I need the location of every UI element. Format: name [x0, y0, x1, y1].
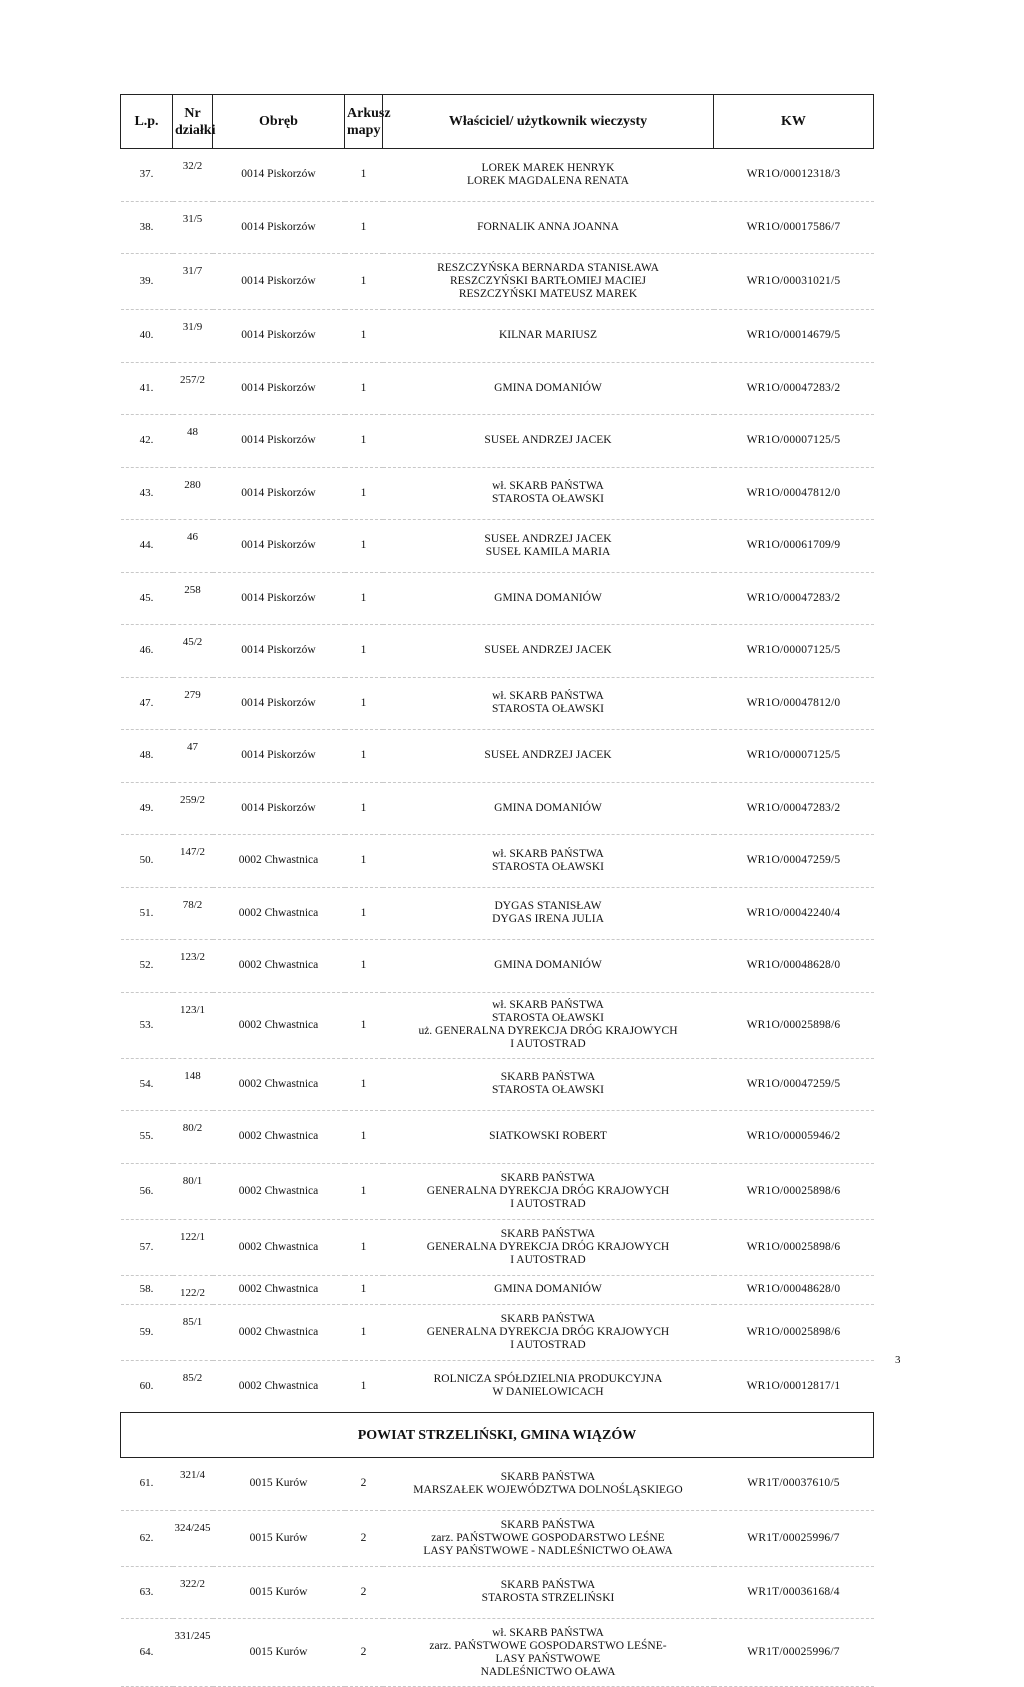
- table-row: [121, 1219, 874, 1275]
- header-lp: L.p.: [121, 95, 173, 149]
- table-row: [121, 1360, 874, 1413]
- cell-owner: ROLNICZA SPÓŁDZIELNIA PRODUKCYJNA W DANIELOWICACH: [383, 1360, 714, 1413]
- cell-kw: WR1O/00007125/5: [714, 625, 874, 678]
- cell-arkusz: 2: [345, 1619, 383, 1687]
- cell-kw: WR1O/00012318/3: [714, 149, 874, 202]
- table-row: [121, 149, 874, 202]
- cell-arkusz: 1: [345, 1219, 383, 1275]
- cell-obreb: 0014 Piskorzów: [213, 415, 345, 468]
- cell-arkusz: 1: [345, 520, 383, 573]
- cell-nr-dzialki: 45/2: [173, 625, 213, 678]
- cell-obreb: 0015 Kurów: [213, 1458, 345, 1511]
- table-row: [121, 1458, 874, 1511]
- table-row: [121, 1111, 874, 1164]
- cell-obreb: 0002 Chwastnica: [213, 1360, 345, 1413]
- cell-owner: FORNALIK ANNA JOANNA: [383, 201, 714, 254]
- cell-obreb: 0002 Chwastnica: [213, 887, 345, 940]
- cell-lp: 48.: [121, 730, 173, 783]
- cell-arkusz: 1: [345, 1163, 383, 1219]
- cell-obreb: 0002 Chwastnica: [213, 835, 345, 888]
- cell-arkusz: 1: [345, 415, 383, 468]
- cell-lp: 57.: [121, 1219, 173, 1275]
- cell-owner: GMINA DOMANIÓW: [383, 362, 714, 415]
- cell-lp: 54.: [121, 1058, 173, 1111]
- table-row: [121, 992, 874, 1058]
- cell-obreb: 0015 Kurów: [213, 1510, 345, 1566]
- table-row: [121, 254, 874, 310]
- cell-arkusz: 1: [345, 992, 383, 1058]
- cell-obreb: 0002 Chwastnica: [213, 940, 345, 993]
- table-row: [121, 677, 874, 730]
- cell-lp: 58.: [121, 1275, 173, 1304]
- cell-lp: 41.: [121, 362, 173, 415]
- table-row: [121, 782, 874, 835]
- cell-nr-dzialki: 78/2: [173, 887, 213, 940]
- cell-obreb: 0014 Piskorzów: [213, 520, 345, 573]
- cell-obreb: 0002 Chwastnica: [213, 1275, 345, 1304]
- cell-lp: 42.: [121, 415, 173, 468]
- header-owner: Właściciel/ użytkownik wieczysty: [383, 95, 714, 149]
- cell-kw: WR1O/00042240/4: [714, 887, 874, 940]
- cell-kw: WR1O/00007125/5: [714, 415, 874, 468]
- cell-nr-dzialki: 147/2: [173, 835, 213, 888]
- cell-nr-dzialki: 31/5: [173, 201, 213, 254]
- table-row: [121, 1058, 874, 1111]
- table-row: [121, 572, 874, 625]
- table-row: [121, 362, 874, 415]
- cell-owner: wł. SKARB PAŃSTWA STAROSTA OŁAWSKI: [383, 677, 714, 730]
- cell-owner: GMINA DOMANIÓW: [383, 782, 714, 835]
- cell-kw: WR1O/00047259/5: [714, 1058, 874, 1111]
- cell-obreb: 0002 Chwastnica: [213, 1304, 345, 1360]
- cell-kw: WR1O/00048628/0: [714, 940, 874, 993]
- cell-kw: WR1O/00007125/5: [714, 730, 874, 783]
- cell-nr-dzialki: 85/1: [173, 1304, 213, 1360]
- cell-kw: WR1O/00014679/5: [714, 310, 874, 363]
- cell-obreb: 0002 Chwastnica: [213, 1219, 345, 1275]
- table-row: [121, 1304, 874, 1360]
- cell-lp: 61.: [121, 1458, 173, 1511]
- cell-kw: WR1O/00047283/2: [714, 362, 874, 415]
- cell-owner: KILNAR MARIUSZ: [383, 310, 714, 363]
- cell-lp: 55.: [121, 1111, 173, 1164]
- table-row: [121, 940, 874, 993]
- cell-kw: WR1O/00061709/9: [714, 520, 874, 573]
- cell-obreb: 0002 Chwastnica: [213, 1058, 345, 1111]
- table-row: [121, 625, 874, 678]
- cell-obreb: 0014 Piskorzów: [213, 782, 345, 835]
- cell-owner: GMINA DOMANIÓW: [383, 572, 714, 625]
- cell-arkusz: 1: [345, 730, 383, 783]
- cell-owner: SKARB PAŃSTWA GENERALNA DYREKCJA DRÓG KRAJOWYCH I AUTOSTRAD: [383, 1304, 714, 1360]
- cell-nr-dzialki: 258: [173, 572, 213, 625]
- cell-arkusz: 1: [345, 1275, 383, 1304]
- cell-arkusz: 1: [345, 201, 383, 254]
- cell-obreb: 0014 Piskorzów: [213, 730, 345, 783]
- table-row: [121, 730, 874, 783]
- cell-lp: 59.: [121, 1304, 173, 1360]
- cell-kw: WR1T/00037610/5: [714, 1458, 874, 1511]
- cell-arkusz: 2: [345, 1510, 383, 1566]
- cell-nr-dzialki: 47: [173, 730, 213, 783]
- cell-owner: RESZCZYŃSKA BERNARDA STANISŁAWA RESZCZYŃSKI BARTŁOMIEJ MACIEJ RESZCZYŃSKI MATEUSZ MAREK: [383, 254, 714, 310]
- cell-nr-dzialki: 46: [173, 520, 213, 573]
- cell-kw: WR1O/00012817/1: [714, 1360, 874, 1413]
- cell-nr-dzialki: 32/2: [173, 149, 213, 202]
- cell-kw: WR1O/00025898/6: [714, 1163, 874, 1219]
- cell-lp: 39.: [121, 254, 173, 310]
- cell-nr-dzialki: 80/1: [173, 1163, 213, 1219]
- cell-owner: wł. SKARB PAŃSTWA zarz. PAŃSTWOWE GOSPODARSTWO LEŚNE- LASY PAŃSTWOWE NADLEŚNICTWO OŁAWA: [383, 1619, 714, 1687]
- cell-nr-dzialki: 80/2: [173, 1111, 213, 1164]
- cell-lp: 44.: [121, 520, 173, 573]
- table-row: [121, 310, 874, 363]
- cell-arkusz: 1: [345, 362, 383, 415]
- table-row: [121, 201, 874, 254]
- cell-obreb: 0014 Piskorzów: [213, 254, 345, 310]
- header-nr-dzialki: Nr działki: [173, 95, 213, 149]
- cell-kw: WR1T/00025996/7: [714, 1619, 874, 1687]
- cell-kw: WR1O/00047283/2: [714, 572, 874, 625]
- cell-owner: SIATKOWSKI ROBERT: [383, 1111, 714, 1164]
- cell-kw: WR1O/00031021/5: [714, 254, 874, 310]
- header-obreb: Obręb: [213, 95, 345, 149]
- cell-kw: WR1O/00047259/5: [714, 835, 874, 888]
- cell-owner: SUSEŁ ANDRZEJ JACEK: [383, 625, 714, 678]
- cell-kw: WR1O/00047812/0: [714, 467, 874, 520]
- cell-lp: 46.: [121, 625, 173, 678]
- cell-nr-dzialki: 85/2: [173, 1360, 213, 1413]
- cell-kw: WR1O/00017586/7: [714, 201, 874, 254]
- cell-kw: WR1O/00025898/6: [714, 1304, 874, 1360]
- cell-owner: wł. SKARB PAŃSTWA STAROSTA OŁAWSKI uż. GENERALNA DYREKCJA DRÓG KRAJOWYCH I AUTOSTRAD: [383, 992, 714, 1058]
- cell-arkusz: 1: [345, 677, 383, 730]
- cell-owner: wł. SKARB PAŃSTWA STAROSTA OŁAWSKI: [383, 835, 714, 888]
- cell-lp: 64.: [121, 1619, 173, 1687]
- cell-arkusz: 1: [345, 572, 383, 625]
- cell-lp: 43.: [121, 467, 173, 520]
- cell-nr-dzialki: 321/4: [173, 1458, 213, 1511]
- cell-owner: wł. SKARB PAŃSTWA STAROSTA OŁAWSKI: [383, 467, 714, 520]
- cell-obreb: 0014 Piskorzów: [213, 572, 345, 625]
- cell-nr-dzialki: 48: [173, 415, 213, 468]
- cell-lp: 40.: [121, 310, 173, 363]
- cell-nr-dzialki: 279: [173, 677, 213, 730]
- cell-kw: WR1T/00036168/4: [714, 1566, 874, 1619]
- cell-nr-dzialki: 280: [173, 467, 213, 520]
- cell-arkusz: 1: [345, 887, 383, 940]
- table-row: [121, 1275, 874, 1304]
- cell-nr-dzialki: 322/2: [173, 1566, 213, 1619]
- cell-lp: 56.: [121, 1163, 173, 1219]
- cell-obreb: 0015 Kurów: [213, 1619, 345, 1687]
- table-row: [121, 835, 874, 888]
- cell-nr-dzialki: 122/2: [173, 1275, 213, 1304]
- cell-arkusz: 1: [345, 467, 383, 520]
- cell-obreb: 0002 Chwastnica: [213, 1111, 345, 1164]
- cell-arkusz: 1: [345, 625, 383, 678]
- cell-lp: 52.: [121, 940, 173, 993]
- cell-arkusz: 1: [345, 1111, 383, 1164]
- table-body-oławski: [121, 149, 874, 1413]
- table-row: [121, 1619, 874, 1687]
- table-row: [121, 1510, 874, 1566]
- cell-kw: WR1T/00025996/7: [714, 1510, 874, 1566]
- cell-nr-dzialki: 257/2: [173, 362, 213, 415]
- cell-obreb: 0014 Piskorzów: [213, 310, 345, 363]
- cell-lp: 62.: [121, 1510, 173, 1566]
- cell-nr-dzialki: 122/1: [173, 1219, 213, 1275]
- table-row: [121, 467, 874, 520]
- cell-obreb: 0014 Piskorzów: [213, 201, 345, 254]
- cell-arkusz: 1: [345, 940, 383, 993]
- cell-kw: WR1O/00047812/0: [714, 677, 874, 730]
- cell-arkusz: 2: [345, 1458, 383, 1511]
- cell-obreb: 0014 Piskorzów: [213, 362, 345, 415]
- table-row: [121, 887, 874, 940]
- cell-lp: 63.: [121, 1566, 173, 1619]
- table-row: [121, 1566, 874, 1619]
- cell-owner: SKARB PAŃSTWA GENERALNA DYREKCJA DRÓG KRAJOWYCH I AUTOSTRAD: [383, 1219, 714, 1275]
- header-arkusz-mapy: Arkusz mapy: [345, 95, 383, 149]
- page-number: 3: [895, 1354, 901, 1366]
- cell-owner: LOREK MAREK HENRYK LOREK MAGDALENA RENATA: [383, 149, 714, 202]
- cell-kw: WR1O/00048628/0: [714, 1275, 874, 1304]
- cell-lp: 45.: [121, 572, 173, 625]
- cell-owner: SKARB PAŃSTWA STAROSTA STRZELIŃSKI: [383, 1566, 714, 1619]
- cell-owner: DYGAS STANISŁAW DYGAS IRENA JULIA: [383, 887, 714, 940]
- table-body-strzelinski: [121, 1458, 874, 1687]
- section-header: [121, 1413, 874, 1458]
- cell-nr-dzialki: 31/7: [173, 254, 213, 310]
- cell-obreb: 0014 Piskorzów: [213, 625, 345, 678]
- cell-lp: 51.: [121, 887, 173, 940]
- parcel-register-table: [120, 94, 874, 1687]
- cell-obreb: 0015 Kurów: [213, 1566, 345, 1619]
- cell-nr-dzialki: 123/1: [173, 992, 213, 1058]
- cell-obreb: 0014 Piskorzów: [213, 149, 345, 202]
- cell-obreb: 0014 Piskorzów: [213, 677, 345, 730]
- cell-owner: SUSEŁ ANDRZEJ JACEK: [383, 415, 714, 468]
- cell-arkusz: 1: [345, 1058, 383, 1111]
- cell-lp: 60.: [121, 1360, 173, 1413]
- cell-lp: 50.: [121, 835, 173, 888]
- cell-lp: 49.: [121, 782, 173, 835]
- cell-nr-dzialki: 31/9: [173, 310, 213, 363]
- cell-owner: GMINA DOMANIÓW: [383, 1275, 714, 1304]
- cell-owner: GMINA DOMANIÓW: [383, 940, 714, 993]
- cell-arkusz: 1: [345, 782, 383, 835]
- cell-owner: SKARB PAŃSTWA zarz. PAŃSTWOWE GOSPODARSTWO LEŚNE LASY PAŃSTWOWE - NADLEŚNICTWO OŁAWA: [383, 1510, 714, 1566]
- cell-owner: SKARB PAŃSTWA MARSZAŁEK WOJEWÓDZTWA DOLNOŚLĄSKIEGO: [383, 1458, 714, 1511]
- cell-owner: SUSEŁ ANDRZEJ JACEK: [383, 730, 714, 783]
- table-row: [121, 520, 874, 573]
- cell-obreb: 0002 Chwastnica: [213, 992, 345, 1058]
- table-header: [121, 95, 874, 149]
- table-row: [121, 415, 874, 468]
- cell-arkusz: 1: [345, 1360, 383, 1413]
- table-row: [121, 1163, 874, 1219]
- cell-owner: SKARB PAŃSTWA GENERALNA DYREKCJA DRÓG KRAJOWYCH I AUTOSTRAD: [383, 1163, 714, 1219]
- cell-arkusz: 1: [345, 254, 383, 310]
- section-title: POWIAT STRZELIŃSKI, GMINA WIĄZÓW: [121, 1413, 874, 1458]
- cell-kw: WR1O/00025898/6: [714, 1219, 874, 1275]
- cell-arkusz: 1: [345, 310, 383, 363]
- cell-arkusz: 1: [345, 835, 383, 888]
- cell-obreb: 0014 Piskorzów: [213, 467, 345, 520]
- cell-nr-dzialki: 148: [173, 1058, 213, 1111]
- cell-obreb: 0002 Chwastnica: [213, 1163, 345, 1219]
- cell-arkusz: 1: [345, 149, 383, 202]
- cell-kw: WR1O/00025898/6: [714, 992, 874, 1058]
- cell-kw: WR1O/00047283/2: [714, 782, 874, 835]
- cell-owner: SKARB PAŃSTWA STAROSTA OŁAWSKI: [383, 1058, 714, 1111]
- cell-lp: 38.: [121, 201, 173, 254]
- cell-arkusz: 1: [345, 1304, 383, 1360]
- cell-lp: 37.: [121, 149, 173, 202]
- cell-lp: 53.: [121, 992, 173, 1058]
- cell-kw: WR1O/00005946/2: [714, 1111, 874, 1164]
- cell-lp: 47.: [121, 677, 173, 730]
- cell-arkusz: 2: [345, 1566, 383, 1619]
- cell-nr-dzialki: 331/245: [173, 1619, 213, 1687]
- cell-nr-dzialki: 123/2: [173, 940, 213, 993]
- cell-owner: SUSEŁ ANDRZEJ JACEK SUSEŁ KAMILA MARIA: [383, 520, 714, 573]
- header-kw: KW: [714, 95, 874, 149]
- cell-nr-dzialki: 324/245: [173, 1510, 213, 1566]
- cell-nr-dzialki: 259/2: [173, 782, 213, 835]
